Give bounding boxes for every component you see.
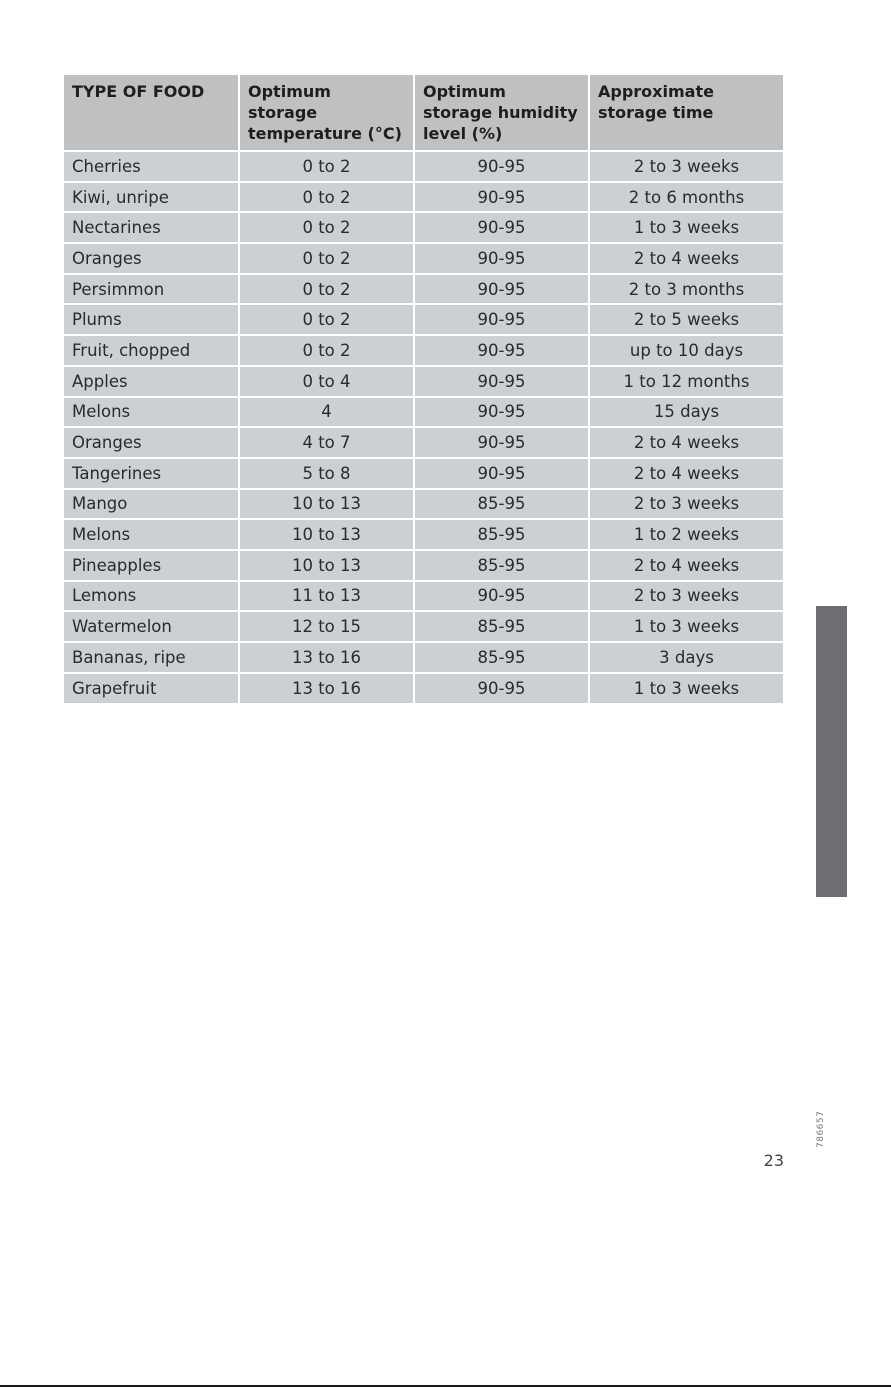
humidity-cell: 90-95 (414, 673, 589, 704)
storage-time-cell: 15 days (589, 397, 783, 428)
temperature-cell: 0 to 4 (239, 366, 414, 397)
storage-time-cell: 2 to 6 months (589, 182, 783, 213)
table-row (64, 274, 783, 305)
header-type-of-food: TYPE OF FOOD (64, 75, 239, 151)
storage-time-cell: 2 to 3 months (589, 274, 783, 305)
humidity-cell: 90-95 (414, 274, 589, 305)
storage-time-cell: 2 to 3 weeks (589, 489, 783, 520)
storage-time-cell: 2 to 4 weeks (589, 550, 783, 581)
table-row (64, 427, 783, 458)
table-header-row (64, 75, 783, 151)
temperature-cell: 13 to 16 (239, 642, 414, 673)
temperature-cell: 12 to 15 (239, 611, 414, 642)
temperature-cell: 11 to 13 (239, 581, 414, 612)
food-name-cell: Watermelon (64, 611, 239, 642)
table-body (64, 151, 783, 703)
document-code: 786657 (816, 1110, 826, 1148)
humidity-cell: 90-95 (414, 212, 589, 243)
storage-time-cell: up to 10 days (589, 335, 783, 366)
humidity-cell: 85-95 (414, 489, 589, 520)
food-name-cell: Nectarines (64, 212, 239, 243)
humidity-cell: 90-95 (414, 397, 589, 428)
food-name-cell: Apples (64, 366, 239, 397)
temperature-cell: 10 to 13 (239, 550, 414, 581)
temperature-cell: 0 to 2 (239, 212, 414, 243)
food-storage-table (64, 75, 783, 703)
table-row (64, 151, 783, 182)
storage-time-cell: 1 to 3 weeks (589, 673, 783, 704)
temperature-cell: 4 to 7 (239, 427, 414, 458)
table-row (64, 673, 783, 704)
humidity-cell: 90-95 (414, 335, 589, 366)
page-number: 23 (763, 1151, 784, 1170)
storage-time-cell: 2 to 4 weeks (589, 427, 783, 458)
humidity-cell: 85-95 (414, 519, 589, 550)
temperature-cell: 0 to 2 (239, 243, 414, 274)
humidity-cell: 90-95 (414, 427, 589, 458)
food-name-cell: Pineapples (64, 550, 239, 581)
humidity-cell: 90-95 (414, 458, 589, 489)
storage-time-cell: 2 to 5 weeks (589, 304, 783, 335)
table-row (64, 489, 783, 520)
table-row (64, 366, 783, 397)
food-name-cell: Oranges (64, 427, 239, 458)
humidity-cell: 85-95 (414, 611, 589, 642)
humidity-cell: 85-95 (414, 550, 589, 581)
header-storage-time: Approximate storage time (589, 75, 783, 151)
temperature-cell: 10 to 13 (239, 519, 414, 550)
food-name-cell: Persimmon (64, 274, 239, 305)
humidity-cell: 90-95 (414, 581, 589, 612)
temperature-cell: 13 to 16 (239, 673, 414, 704)
food-name-cell: Grapefruit (64, 673, 239, 704)
food-name-cell: Tangerines (64, 458, 239, 489)
temperature-cell: 4 (239, 397, 414, 428)
storage-time-cell: 2 to 3 weeks (589, 581, 783, 612)
humidity-cell: 85-95 (414, 642, 589, 673)
humidity-cell: 90-95 (414, 243, 589, 274)
table-row (64, 458, 783, 489)
table-row (64, 519, 783, 550)
temperature-cell: 0 to 2 (239, 182, 414, 213)
storage-time-cell: 1 to 3 weeks (589, 212, 783, 243)
table-row (64, 212, 783, 243)
table-row (64, 642, 783, 673)
food-name-cell: Fruit, chopped (64, 335, 239, 366)
temperature-cell: 0 to 2 (239, 274, 414, 305)
food-name-cell: Oranges (64, 243, 239, 274)
food-name-cell: Bananas, ripe (64, 642, 239, 673)
table-row (64, 611, 783, 642)
header-storage-humidity: Optimum storage humidity level (%) (414, 75, 589, 151)
header-storage-temperature: Optimum storage temperature (°C) (239, 75, 414, 151)
storage-time-cell: 1 to 3 weeks (589, 611, 783, 642)
humidity-cell: 90-95 (414, 304, 589, 335)
storage-time-cell: 2 to 4 weeks (589, 458, 783, 489)
table-row (64, 243, 783, 274)
table-row (64, 335, 783, 366)
food-name-cell: Lemons (64, 581, 239, 612)
humidity-cell: 90-95 (414, 366, 589, 397)
table-row (64, 581, 783, 612)
food-name-cell: Melons (64, 397, 239, 428)
temperature-cell: 5 to 8 (239, 458, 414, 489)
humidity-cell: 90-95 (414, 182, 589, 213)
food-name-cell: Kiwi, unripe (64, 182, 239, 213)
storage-time-cell: 3 days (589, 642, 783, 673)
table-row (64, 182, 783, 213)
humidity-cell: 90-95 (414, 151, 589, 182)
food-name-cell: Cherries (64, 151, 239, 182)
temperature-cell: 10 to 13 (239, 489, 414, 520)
storage-time-cell: 1 to 2 weeks (589, 519, 783, 550)
table-row (64, 304, 783, 335)
temperature-cell: 0 to 2 (239, 151, 414, 182)
storage-time-cell: 1 to 12 months (589, 366, 783, 397)
section-side-tab (816, 606, 847, 897)
food-name-cell: Plums (64, 304, 239, 335)
food-name-cell: Melons (64, 519, 239, 550)
temperature-cell: 0 to 2 (239, 304, 414, 335)
table-row (64, 550, 783, 581)
temperature-cell: 0 to 2 (239, 335, 414, 366)
storage-time-cell: 2 to 4 weeks (589, 243, 783, 274)
food-name-cell: Mango (64, 489, 239, 520)
storage-time-cell: 2 to 3 weeks (589, 151, 783, 182)
table-row (64, 397, 783, 428)
